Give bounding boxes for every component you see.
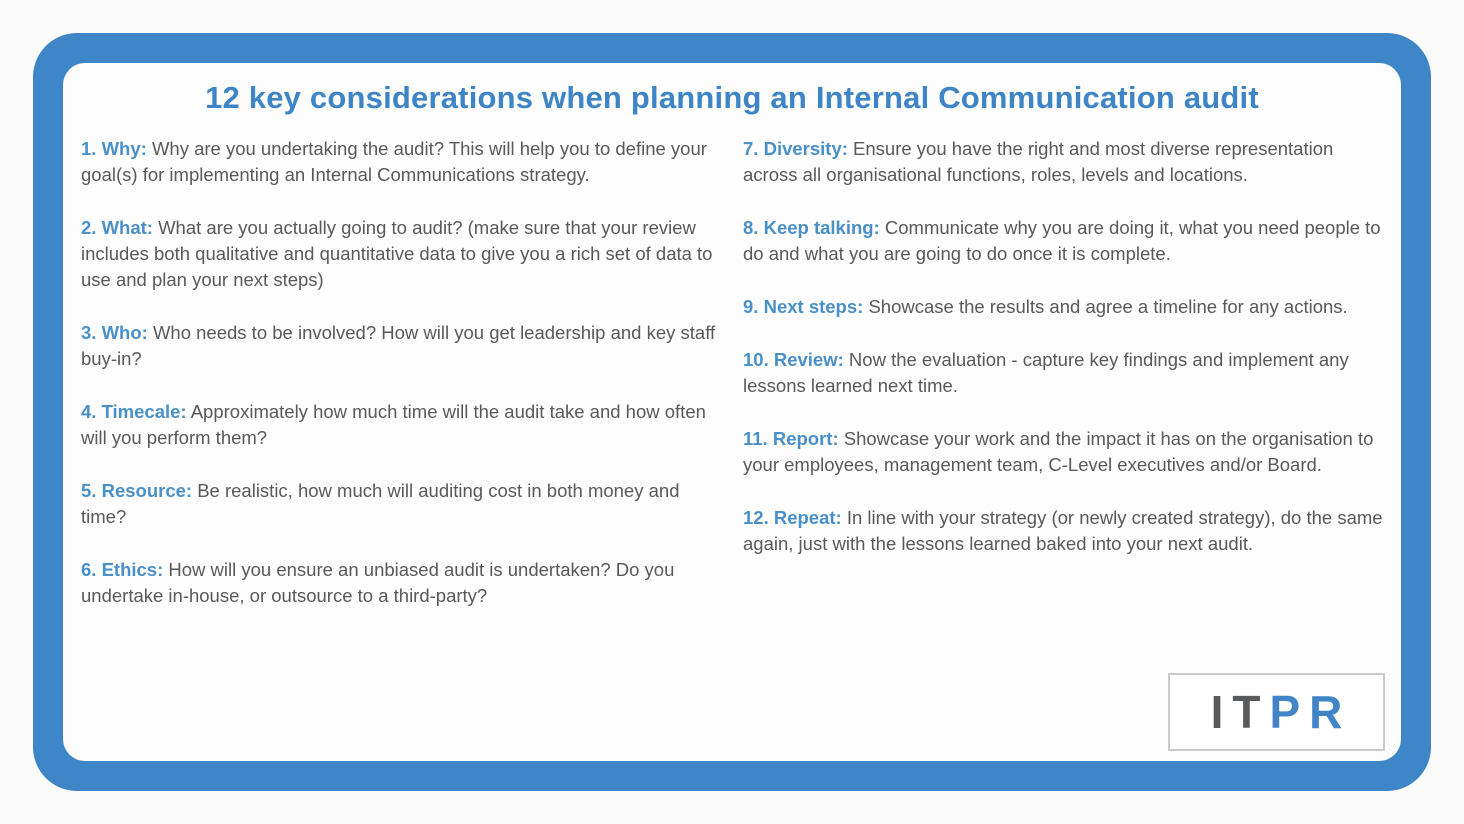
item-label: Why: (101, 138, 147, 159)
item-label: Review: (773, 349, 844, 370)
logo-text-it: IT (1210, 686, 1270, 738)
item-number: 9. (743, 296, 759, 317)
item-number: 2. (81, 217, 97, 238)
two-column-list (81, 136, 1383, 636)
item-body: Showcase your work and the impact it has on the organisation to your employees, management team, C-Level executives and/or Board. (743, 428, 1374, 475)
item-number: 3. (81, 322, 97, 343)
item-number: 6. (81, 559, 97, 580)
content-card (63, 63, 1401, 761)
item-number: 1. (81, 138, 97, 159)
list-item-9 (743, 294, 1383, 320)
page-title: 12 key considerations when planning an Internal Communication audit (205, 80, 1259, 115)
list-item-8 (743, 215, 1383, 267)
item-label: Ethics: (101, 559, 164, 580)
left-column (81, 136, 721, 636)
item-label: Diversity: (763, 138, 848, 159)
item-number: 10. (743, 349, 769, 370)
item-number: 5. (81, 480, 97, 501)
item-body: Showcase the results and agree a timeline for any actions. (868, 296, 1348, 317)
itpr-logo (1168, 673, 1385, 751)
item-number: 11. (743, 428, 768, 449)
item-label: Report: (772, 428, 839, 449)
item-label: What: (101, 217, 153, 238)
list-item-3 (81, 320, 721, 372)
item-body: Communicate why you are doing it, what you need people to do and what you are going to do once it is complete. (743, 217, 1381, 264)
item-number: 12. (743, 507, 769, 528)
item-number: 7. (743, 138, 759, 159)
item-label: Next steps: (763, 296, 864, 317)
list-item-5 (81, 478, 721, 530)
right-column (743, 136, 1383, 636)
list-item-2 (81, 215, 721, 293)
list-item-7 (743, 136, 1383, 188)
blue-border-frame (33, 33, 1431, 791)
item-label: Repeat: (773, 507, 842, 528)
item-body: Be realistic, how much will auditing cost in both money and time? (81, 480, 680, 527)
item-number: 8. (743, 217, 759, 238)
list-item-1 (81, 136, 721, 188)
list-item-4 (81, 399, 721, 451)
item-label: Keep talking: (763, 217, 880, 238)
list-item-11 (743, 426, 1383, 478)
logo-text-pr: PR (1269, 686, 1352, 738)
list-item-6 (81, 557, 721, 609)
item-body: What are you actually going to audit? (make sure that your review includes both qualitative and quantitative data to give you a rich set of data to use and plan your next steps) (81, 217, 713, 290)
item-label: Timecale: (101, 401, 187, 422)
item-body: Approximately how much time will the audit take and how often will you perform them? (81, 401, 706, 448)
item-body: In line with your strategy (or newly created strategy), do the same again, just with the lessons learned baked into your next audit. (743, 507, 1383, 554)
item-body: Now the evaluation - capture key findings and implement any lessons learned next time. (743, 349, 1349, 396)
list-item-12 (743, 505, 1383, 557)
item-body: Ensure you have the right and most diverse representation across all organisational functions, roles, levels and locations. (743, 138, 1334, 185)
list-item-10 (743, 347, 1383, 399)
item-label: Who: (101, 322, 148, 343)
item-body: Who needs to be involved? How will you get leadership and key staff buy-in? (81, 322, 716, 369)
item-body: Why are you undertaking the audit? This will help you to define your goal(s) for implementing an Internal Communications strategy. (81, 138, 707, 185)
item-label: Resource: (101, 480, 193, 501)
item-number: 4. (81, 401, 97, 422)
item-body: How will you ensure an unbiased audit is undertaken? Do you undertake in-house, or outsource to a third-party? (81, 559, 675, 606)
